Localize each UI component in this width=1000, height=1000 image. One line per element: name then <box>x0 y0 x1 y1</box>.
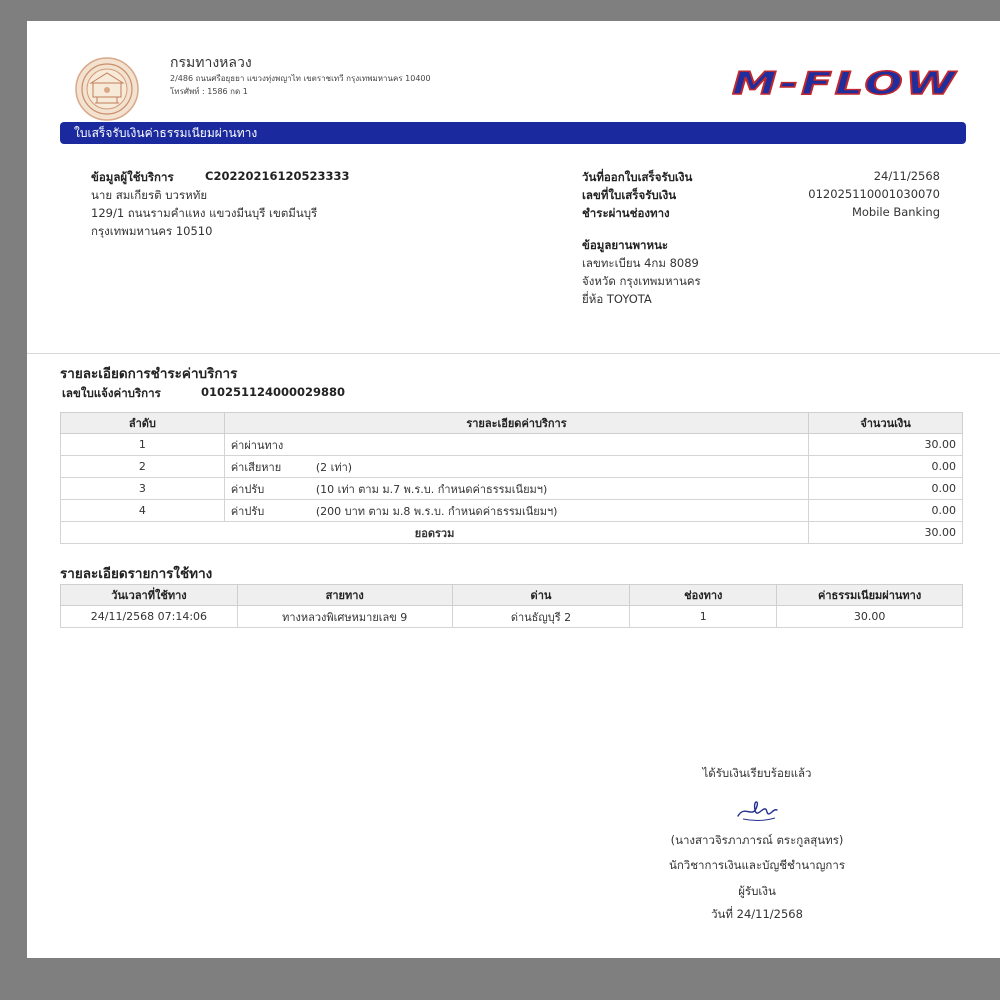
service-note: (200 บาท ตาม ม.8 พ.ร.บ. กำหนดค่าธรรมเนียมฯ) <box>315 504 558 518</box>
row-number: 2 <box>61 456 225 478</box>
table-row <box>61 478 963 500</box>
usage-route: ทางหลวงพิเศษหมายเลข 9 <box>237 606 452 628</box>
signature-mark <box>735 794 779 824</box>
customer-id: C20220216120523333 <box>205 169 350 183</box>
invoice-label: เลขใบแจ้งค่าบริการ <box>62 386 161 400</box>
org-address: 2/486 ถนนศรีอยุธยา แขวงทุ่งพญาไท เขตราชเทวี กรุงเทพมหานคร 10400 <box>170 74 431 83</box>
service-note: (2 เท่า) <box>315 460 353 474</box>
usage-lane: 1 <box>630 606 777 628</box>
receipt-date-value: 24/11/2568 <box>873 169 940 183</box>
section-divider <box>27 353 1000 354</box>
column-header: ลำดับ <box>61 413 225 434</box>
amount: 0.00 <box>809 456 963 478</box>
usage-table-header <box>61 585 963 606</box>
service-detail <box>224 478 808 500</box>
receipt-date-label: วันที่ออกใบเสร็จรับเงิน <box>582 170 693 184</box>
receiver-label: ผู้รับเงิน <box>738 884 776 898</box>
payment-channel-value: Mobile Banking <box>851 205 940 219</box>
table-row <box>61 500 963 522</box>
org-name: กรมทางหลวง <box>170 55 252 71</box>
vehicle-brand: ยี่ห้อ TOYOTA <box>582 292 652 306</box>
department-seal-icon <box>75 57 139 121</box>
m-flow-logo <box>732 67 962 101</box>
org-phone: โทรศัพท์ : 1586 กด 1 <box>170 87 248 96</box>
payment-received-text: ได้รับเงินเรียบร้อยแล้ว <box>702 766 812 780</box>
amount: 0.00 <box>809 500 963 522</box>
column-header: สายทาง <box>237 585 452 606</box>
service-item: ค่าผ่านทาง <box>230 438 284 452</box>
usage-fee: 30.00 <box>777 606 963 628</box>
usage-plaza: ด่านธัญบุรี 2 <box>452 606 630 628</box>
signature-date: วันที่ 24/11/2568 <box>711 907 803 921</box>
column-header: ค่าธรรมเนียมผ่านทาง <box>777 585 963 606</box>
table-row <box>61 456 963 478</box>
row-number: 4 <box>61 500 225 522</box>
payment-table <box>60 412 963 544</box>
column-header: รายละเอียดค่าบริการ <box>224 413 808 434</box>
column-header: ช่องทาง <box>630 585 777 606</box>
vehicle-label: ข้อมูลยานพาหนะ <box>582 238 669 252</box>
customer-address-line2: กรุงเทพมหานคร 10510 <box>91 224 213 238</box>
logo-text: M-FLOW <box>732 67 958 101</box>
payment-table-header <box>61 413 963 434</box>
customer-name: นาย สมเกียรติ บวรหทัย <box>91 188 208 202</box>
service-detail <box>224 434 808 456</box>
receipt-number-label: เลขที่ใบเสร็จรับเงิน <box>582 188 677 202</box>
column-header: วันเวลาที่ใช้ทาง <box>61 585 238 606</box>
total-row <box>61 522 963 544</box>
service-item: ค่าปรับ <box>230 482 265 496</box>
row-number: 1 <box>61 434 225 456</box>
vehicle-plate: เลขทะเบียน 4กม 8089 <box>582 256 699 270</box>
payment-channel-label: ชำระผ่านช่องทาง <box>582 206 670 220</box>
row-number: 3 <box>61 478 225 500</box>
usage-table <box>60 584 963 628</box>
receipt-page <box>27 21 1000 958</box>
receipt-number-value: 012025110001030070 <box>808 187 940 201</box>
table-row <box>61 434 963 456</box>
signer-name: (นางสาวจิรภาภารณ์ ตระกูลสุนทร) <box>670 833 844 847</box>
column-header: ด่าน <box>452 585 630 606</box>
service-item: ค่าเสียหาย <box>230 460 282 474</box>
payment-details-title: รายละเอียดการชำระค่าบริการ <box>60 366 238 382</box>
service-item: ค่าปรับ <box>230 504 265 518</box>
amount: 0.00 <box>809 478 963 500</box>
total-value: 30.00 <box>809 522 963 544</box>
table-row <box>61 606 963 628</box>
total-label: ยอดรวม <box>61 522 809 544</box>
service-detail <box>224 500 808 522</box>
column-header: จำนวนเงิน <box>809 413 963 434</box>
amount: 30.00 <box>809 434 963 456</box>
service-detail <box>224 456 808 478</box>
usage-datetime: 24/11/2568 07:14:06 <box>61 606 238 628</box>
service-note: (10 เท่า ตาม ม.7 พ.ร.บ. กำหนดค่าธรรมเนียมฯ) <box>315 482 548 496</box>
usage-details-title: รายละเอียดรายการใช้ทาง <box>60 566 213 582</box>
vehicle-province: จังหวัด กรุงเทพมหานคร <box>582 274 701 288</box>
invoice-value: 010251124000029880 <box>201 385 346 399</box>
receipt-title-banner: ใบเสร็จรับเงินค่าธรรมเนียมผ่านทาง <box>60 122 966 144</box>
customer-address-line1: 129/1 ถนนรามคำแหง แขวงมีนบุรี เขตมีนบุรี <box>91 206 318 220</box>
customer-label: ข้อมูลผู้ใช้บริการ <box>91 170 174 184</box>
signer-position: นักวิชาการเงินและบัญชีชำนาญการ <box>668 858 846 872</box>
